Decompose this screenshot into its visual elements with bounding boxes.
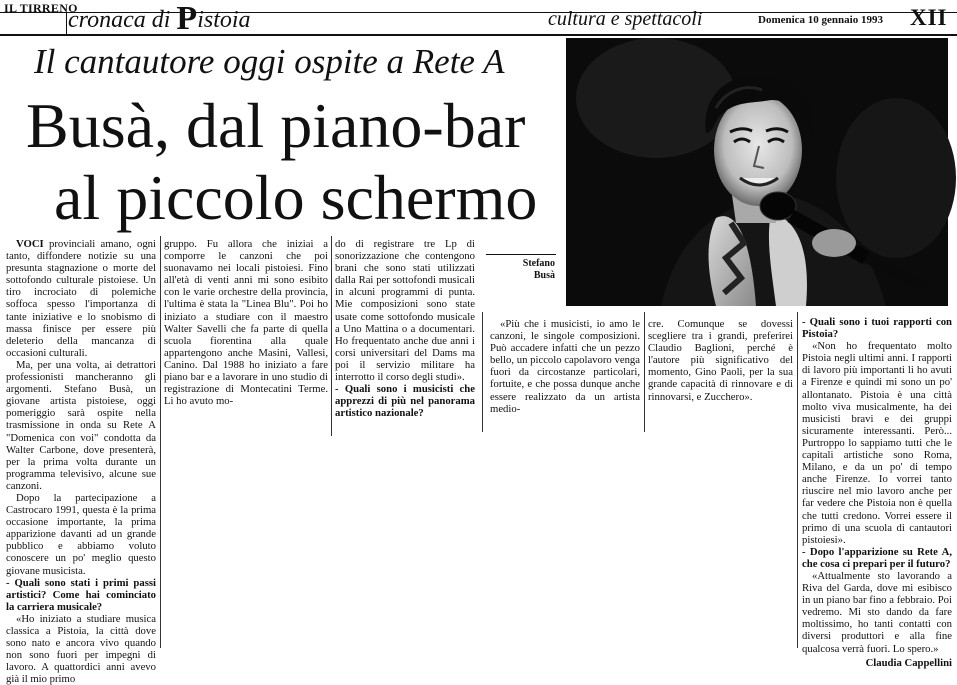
article-paragraph: «Più che i musicisti, io amo le canzoni, le singole composizioni. Può accadere infatti che un pezzo bello, un piccolo capolavoro venga fuori da circostanze particolari, fortuite, e che possa dunque anche essere realizzato da un artista medio- <box>490 318 640 415</box>
interview-question: - Quali sono i musicisti che apprezzi di più nel panorama artistico nazionale? <box>335 383 475 420</box>
article-headline <box>24 90 564 234</box>
article-paragraph: gruppo. Fu allora che iniziai a comporre le canzoni che poi suonavamo nei locali pistoiesi. Fino all'età di venti anni mi sono esibito con le varie orchestre della provincia, l'ultima è stata la "Linea Blu". Poi ho iniziato a studiare con il maestro Walter Savelli che fa parte di quella scuola fiorentina alla quale appartengono anche Masini, Vallesi, Canino. Dal 1988 ho iniziato a fare piano bar e a lavorare in uno studio di registrazione di Montecatini Terme. Lì ho avuto mo- <box>164 238 328 408</box>
article-column-2 <box>164 238 328 434</box>
article-paragraph <box>6 238 156 359</box>
section-title-rest: istoia <box>197 7 251 33</box>
author-signature: Claudia Cappellini <box>865 656 952 669</box>
column-rule <box>331 236 332 436</box>
interview-question: - Quali sono stati i primi passi artistici? Come hai cominciato la carriera musicale? <box>6 576 156 613</box>
section-title-local <box>68 0 251 37</box>
interview-question: - Quali sono i tuoi rapporti con Pistoia? <box>802 316 952 341</box>
portrait-illustration <box>566 38 948 306</box>
column-rule <box>160 236 161 648</box>
article-paragraph: cre. Comunque se dovessi scegliere tra i grandi, preferirei Claudio Baglioni, perché è l'autore più significativo del momento, Gino Paoli, per la sua grande capacità di rinnovare e di rinnovarsi, e Zucchero». <box>648 318 793 403</box>
portrait-photo <box>566 38 948 306</box>
headline-line-1: Busà, dal piano-bar <box>26 90 526 161</box>
article-kicker: Il cantautore oggi ospite a Rete A <box>34 42 505 81</box>
photo-caption <box>485 258 555 282</box>
masthead-bottom-rule <box>0 34 957 36</box>
newspaper-name: IL TIRRENO <box>4 1 78 15</box>
section-title-prefix: cronaca di <box>68 7 171 33</box>
article-paragraph: Dopo la partecipazione a Castrocaro 1991, questa è la prima occasione importante, la prima apparizione davanti ad un grande pubblico e abbiamo voluto conoscere un po' meglio questo giovane musicista. <box>6 491 156 577</box>
article-column-5 <box>648 318 793 430</box>
section-title-culture: cultura e spettacoli <box>548 8 703 30</box>
photo-caption-last-name: Busà <box>533 270 555 281</box>
article-paragraph: «Ho iniziato a studiare musica classica a Pistoia, la città dove sono nato e ancora vivo quando non sono fuori per impegni di lavoro. A quattordici anni avevo già il mio primo <box>6 612 156 685</box>
article-paragraph: do di registrare tre Lp di sonorizzazione che contengono brani che sono stati utilizzati dalla Rai per sottofondi musicali in alcuni programmi di punta. Mie composizioni sono state usate come sottofondo musicale a Uno Mattina o a documentari. Ho frequentato anche due anni i corsi universitari del Dams ma poi il servizio militare ha interrotto il corso degli studi». <box>335 238 475 384</box>
interview-question: - Dopo l'apparizione su Rete A, che cosa ci prepari per il futuro? <box>802 545 952 570</box>
article-column-1 <box>6 238 156 685</box>
column-rule <box>644 312 645 432</box>
byline-rule <box>486 254 556 255</box>
masthead <box>0 0 957 36</box>
photo-caption-first-name: Stefano <box>522 258 555 269</box>
publication-date: Domenica 10 gennaio 1993 <box>758 14 883 26</box>
page-number: XII <box>910 5 948 30</box>
article-column-4 <box>490 318 640 430</box>
article-column-6 <box>802 316 952 669</box>
section-title-initial: P <box>176 0 198 37</box>
paragraph-text: provinciali amano, ogni tanto, diffondere notizie su una presunta stagnazione o morte del sottofondo culturale pistoiese. Un tiro incrociato di polemiche soffoca spesso l'importanza di tante iniziative e lo snobismo di massa finisce per essere più deleterio della mancanza di occasioni culturali. <box>6 238 156 359</box>
lead-word: VOCI <box>16 238 44 250</box>
article-paragraph: «Non ho frequentato molto Pistoia negli ultimi anni. I rapporti di lavoro più importanti li ho avuti a Firenze e quindi mi sono un po' allontanato. Pistoia è una città molto viva musicalmente, ha dei musicisti bravi e dei gruppi sicuramente interessanti. Però... Purtroppo lo sappiamo tutti che le capitali artistiche sono Roma, Milano, e da un po' di tempo anche Firenze. Io vorrei tanto riuscire nel mio lavoro anche per far vedere che Pistoia non è quella che tutti credono. Vorrei essere il primo di una scuola di cantautori pistoiesi». <box>802 340 952 546</box>
article-paragraph: Ma, per una volta, ai detrattori professionisti mancheranno gli argomenti. Stefano Busà, un giovane artista pistoiese, oggi pomeriggio sarà ospite nella trasmissione in onda su Rete A "Domenica con voi" condotta da Walter Carbone, dove presenterà, per la prima volta durante un programma televisivo, alcune sue canzoni. <box>6 358 156 492</box>
column-rule <box>797 312 798 648</box>
column-rule <box>482 312 483 432</box>
article-column-3 <box>335 238 475 420</box>
article-paragraph: «Attualmente sto lavorando a Riva del Garda, dove mi esibisco in un piano bar fino a febbraio. Poi vedremo. Mi sto dando da fare moltissimo, ho tanti contatti con diversi produttori e alla fine qualcosa verrà fuori. Lo spero.» <box>802 569 952 655</box>
headline-line-2: al piccolo schermo <box>54 162 538 233</box>
